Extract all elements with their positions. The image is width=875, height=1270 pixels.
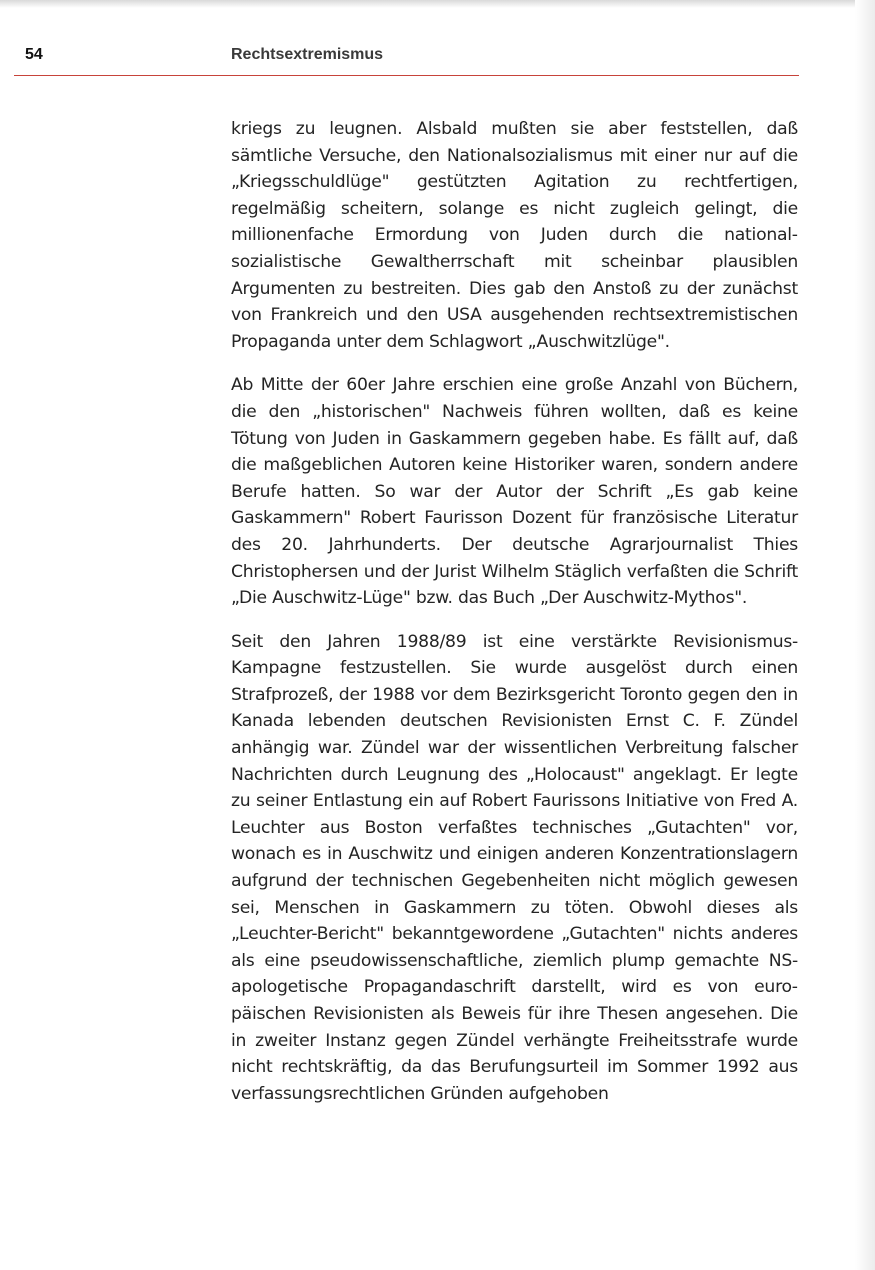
header-rule: [14, 75, 799, 76]
body-text: [231, 116, 798, 1124]
page-number: 54: [25, 46, 43, 63]
paragraph-1: kriegs zu leugnen. Alsbald mußten sie aber feststellen, daß sämtliche Versuche, den Nationalsozialismus mit einer nur auf die „Kriegsschuldlüge" gestützten Agitation zu rechtfertigen, regelmäßig scheitern, solange es nicht zugleich gelingt, die millionenfache Ermordung von Juden durch die nationalsozialistische Gewaltherrschaft mit scheinbar plausiblen Argumenten zu bestreiten. Dies gab den Anstoß zu der zunächst von Frankreich und den USA ausgehenden rechtsextremistischen Propaganda unter dem Schlagwort „Auschwitzlüge".: [231, 119, 798, 352]
page-shadow-right: [855, 0, 875, 1270]
paragraph-2: Ab Mitte der 60er Jahre erschien eine große Anzahl von Büchern, die den „historischen" Nachweis führen wollten, daß es keine Tötung von Juden in Gaskammern gegeben habe. Es fällt auf, daß die maßgeblichen Autoren keine Historiker waren, sondern andere Berufe hatten. So war der Autor der Schrift „Es gab keine Gaskammern" Robert Faurisson Dozent für französische Literatur des 20. Jahrhunderts. Der deutsche Agrarjournalist Thies Christophersen und der Jurist Wilhelm Stäglich verfaßten die Schrift „Die Auschwitz-Lüge" bzw. das Buch „Der Auschwitz-Mythos".: [231, 375, 798, 609]
running-header-title: Rechtsextremismus: [231, 46, 384, 63]
page-shadow-top: [0, 0, 875, 8]
paragraph-3: Seit den Jahren 1988/89 ist eine verstärkte Revisionismus-Kampagne festzustellen. Sie wurde ausgelöst durch einen Strafprozeß, der 1988 vor dem Bezirksgericht Toronto gegen den in Kanada lebenden deutschen Revisionisten Ernst C. F. Zündel anhängig war. Zündel war der wissentlichen Verbreitung falscher Nachrichten durch Leugnung des „Holocaust" angeklagt. Er legte zu seiner Entlastung ein auf Robert Faurissons Initiative von Fred A. Leuchter aus Boston verfaßtes technisches „Gutachten" vor, wonach es in Auschwitz und einigen anderen Konzentrationslagern aufgrund der technischen Gegebenheiten nicht möglich gewesen sei, Menschen in Gaskammern zu töten. Obwohl dieses als „Leuchter-Bericht" bekanntgewordene „Gutachten" nichts anderes als eine pseudowissenschaftliche, ziemlich plump gemachte NS-apologetische Propagandaschrift darstellt, wird es von europäischen Revisionisten als Beweis für ihre Thesen angesehen. Die in zweiter Instanz gegen Zündel verhängte Freiheitsstrafe wurde nicht rechtskräftig, da das Berufungsurteil im Sommer 1992 aus verfassungsrechtlichen Gründen aufgehoben: [231, 631, 798, 1104]
